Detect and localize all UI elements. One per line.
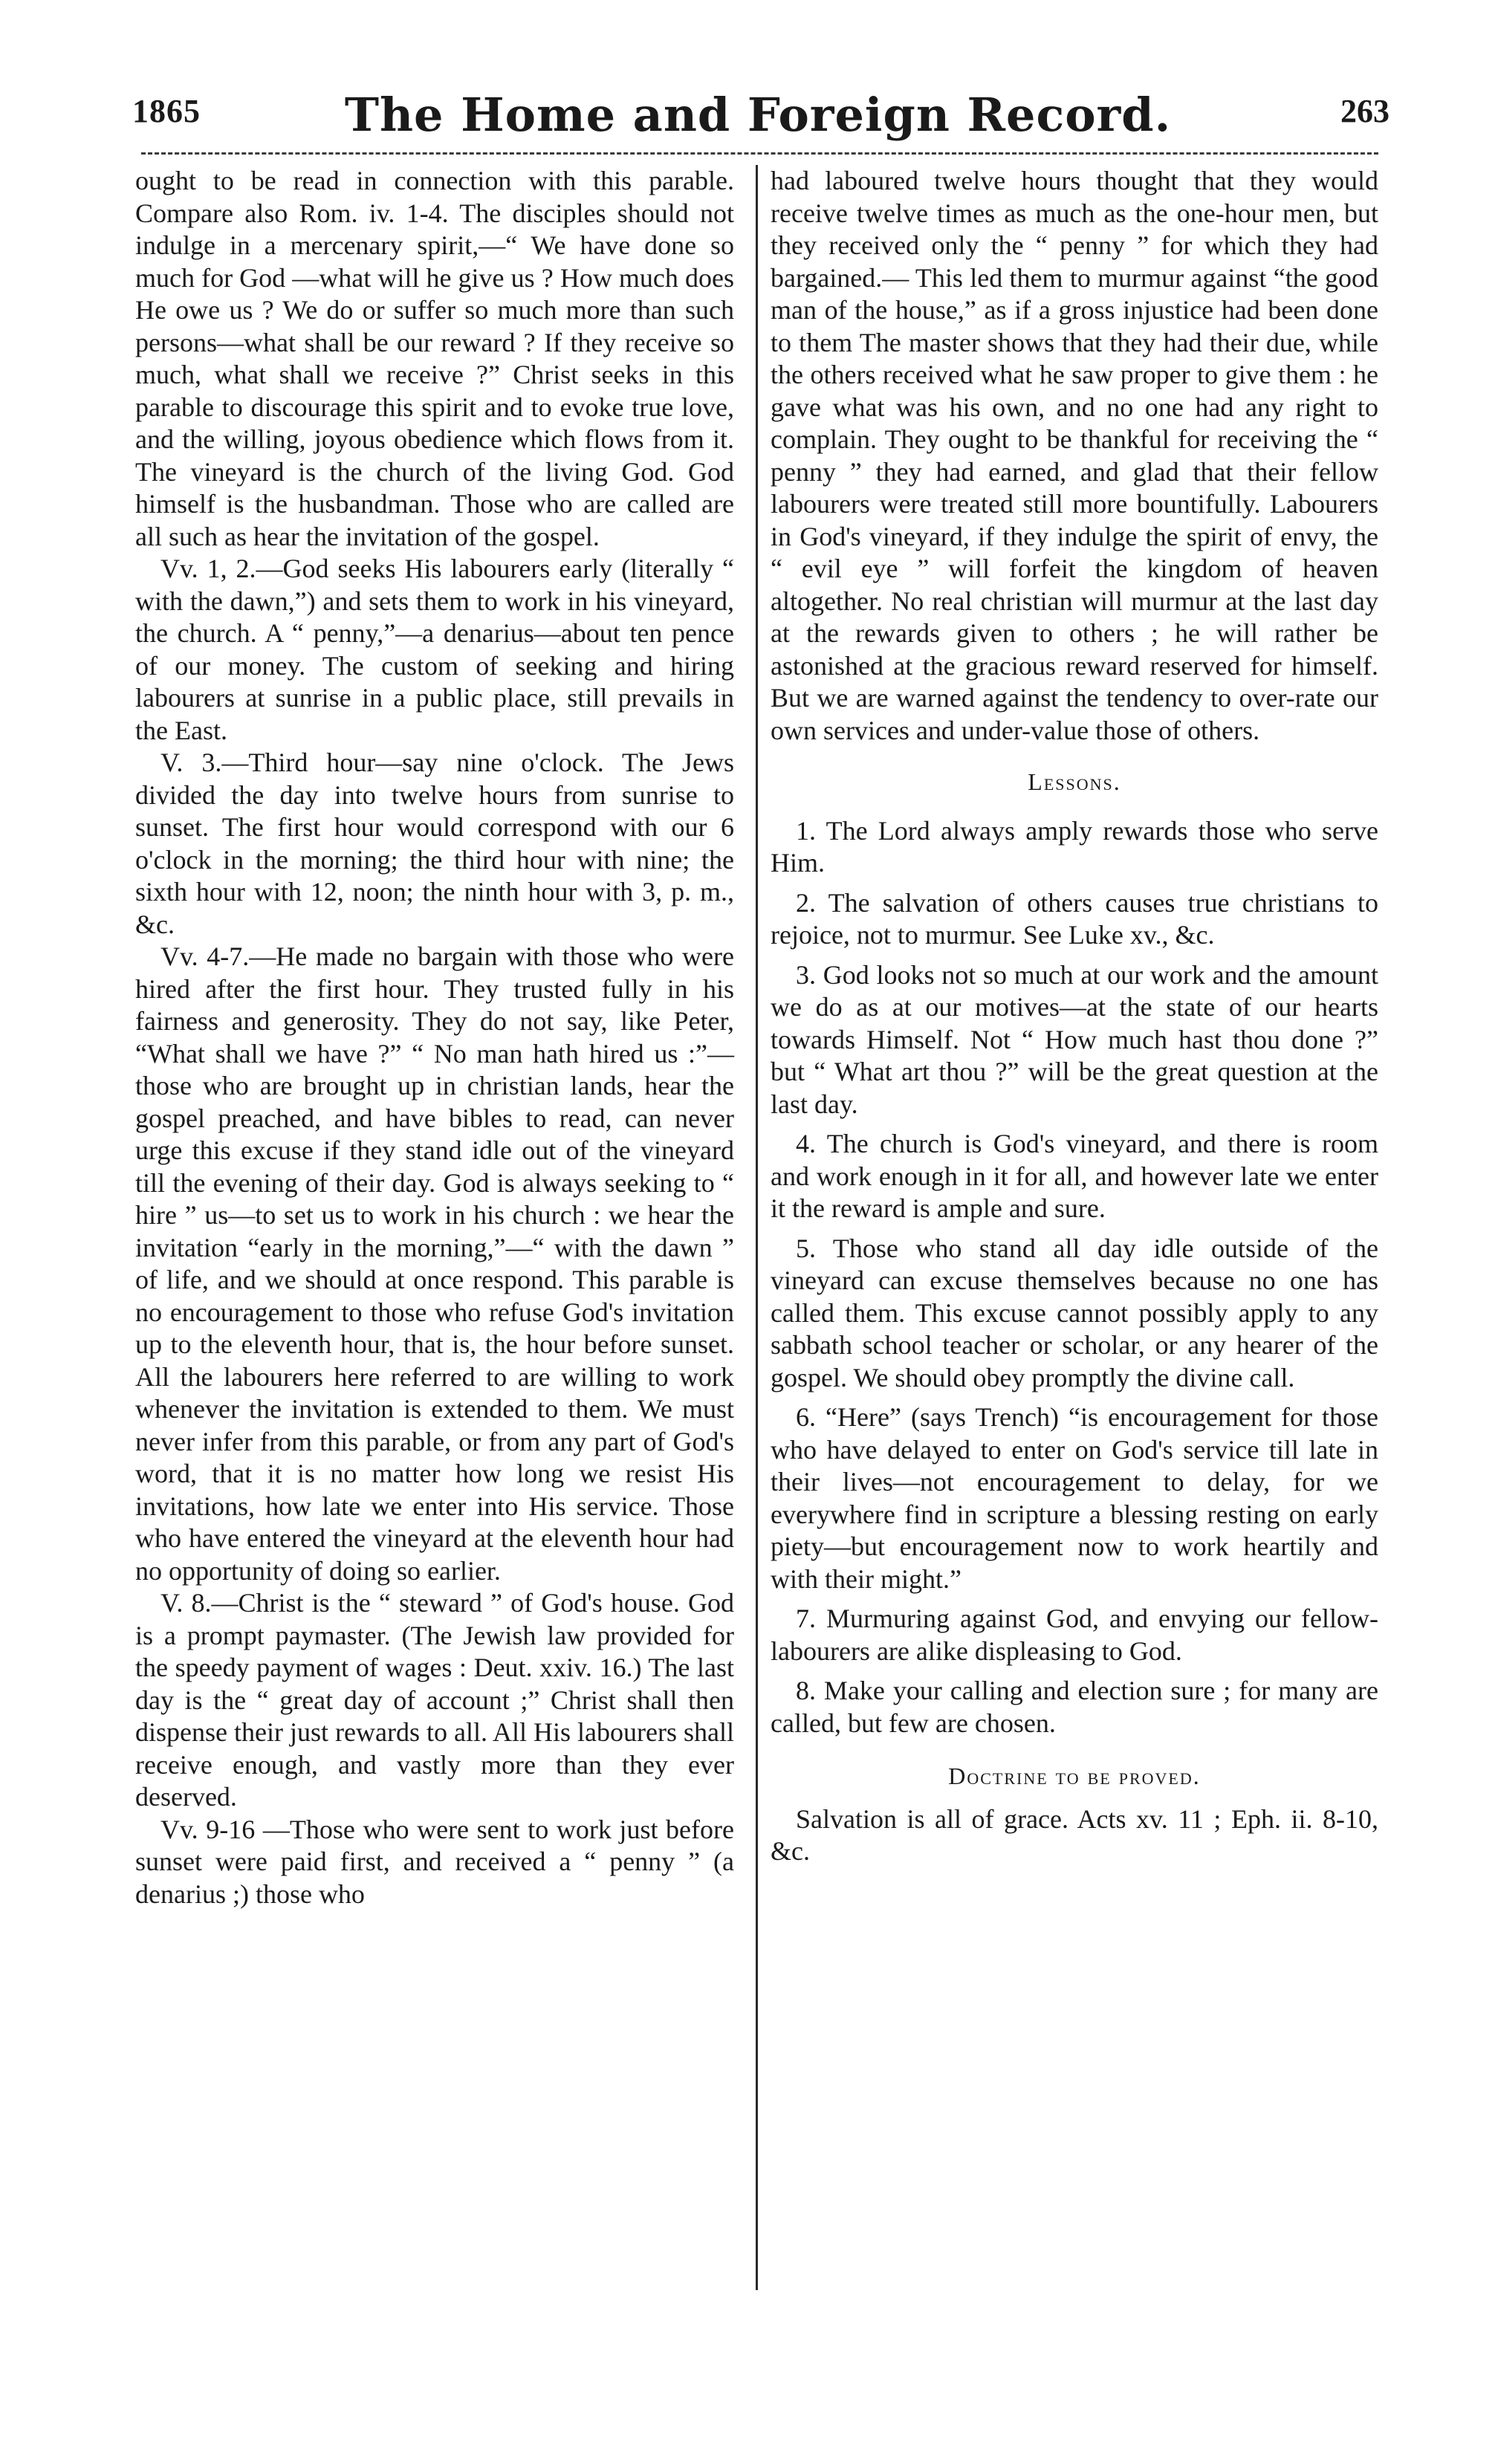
lesson-item: 1. The Lord always amply rewards those who serve Him.	[771, 815, 1378, 878]
header-year: 1865	[132, 93, 201, 129]
header-rule	[141, 152, 1378, 155]
left-paragraph: Vv. 9-16 —Those who were sent to work just before sunset were paid first, and received a “ penny ” (a denarius ;) those who	[135, 1814, 734, 1909]
left-paragraph: ought to be read in connection with this parable. Compare also Rom. iv. 1-4. The disciples should not indulge in a mercenary spirit,—“ We have done so much for God —what will he give us ? How much does He owe us ? We do or suffer so much more than such persons—what shall be our reward ? If they receive so much, what shall we receive ?” Christ seeks in this parable to discourage this spirit and to evoke true love, and the willing, joyous obedience which flows from it. The vineyard is the church of the living God. God himself is the husbandman. Those who are called are all such as hear the invitation of the gospel.	[135, 166, 734, 551]
lesson-item: 5. Those who stand all day idle outside of the vineyard can excuse themselves because no one has called them. This excuse cannot possibly apply to any sabbath school teacher or scholar, or any hearer of the gospel. We should obey promptly the divine call.	[771, 1233, 1378, 1393]
left-paragraph: V. 3.—Third hour—say nine o'clock. The Jews divided the day into twelve hours from sunrise to sunset. The first hour would correspond with our 6 o'clock in the morning; the third hour with nine; the sixth hour with 12, noon; the ninth hour with 3, p. m., &c.	[135, 748, 734, 939]
right-paragraph: had laboured twelve hours thought that they would receive twelve times as much as the one-hour men, but they received only the “ penny ” for which they had bargained.— This led them to murmur against “the good man of the house,” as if a gross injustice had been done to them The master shows that they had their due, while the others received what he saw proper to give them : he gave what was his own, and no one had any right to complain. They ought to be thankful for receiving the “ penny ” they had earned, and glad that their fellow labourers were treated still more bountifully. Labourers in God's vineyard, if they indulge the spirit of envy, the “ evil eye ” will forfeit the kingdom of heaven altogether. No real christian will murmur at the last day at the rewards given to others ; he will rather be astonished at the gracious reward reserved for himself. But we are warned against the tendency to over-rate our own services and under-value those of others.	[771, 166, 1378, 745]
right-column	[771, 165, 1378, 1868]
lesson-item: 7. Murmuring against God, and envying our fellow-labourers are alike displeasing to God.	[771, 1604, 1378, 1666]
left-column	[135, 165, 734, 1910]
doctrine-text: Salvation is all of grace. Acts xv. 11 ; Eph. ii. 8-10, &c.	[771, 1803, 1378, 1866]
left-paragraph: Vv. 1, 2.—God seeks His labourers early (literally “ with the dawn,”) and sets them to work in his vineyard, the church. A “ penny,”—a denarius—about ten pence of our money. The custom of seeking and hiring labourers at sunrise in a public place, still prevails in the East.	[135, 554, 734, 745]
lesson-item: 8. Make your calling and election sure ; for many are called, but few are chosen.	[771, 1676, 1378, 1738]
doctrine-heading: Doctrine to be proved.	[948, 1763, 1201, 1789]
column-divider	[756, 165, 758, 2290]
lesson-item: 4. The church is God's vineyard, and there is room and work enough in it for all, and however late we enter it the reward is ample and sure.	[771, 1129, 1378, 1223]
lesson-item: 6. “Here” (says Trench) “is encouragement for those who have delayed to enter on God's service till late in their lives—not encouragement to delay, for we everywhere find in scripture a blessing resting on early piety—but encouragement now to work heartily and with their might.”	[771, 1402, 1378, 1594]
header-page-number: 263	[1340, 93, 1389, 129]
lesson-item: 3. God looks not so much at our work and the amount we do as at our motives—at the state of our hearts towards Himself. Not “ How much hast thou done ?” but “ What art thou ?” will be the great question at the last day.	[771, 959, 1378, 1119]
header-title: The Home and Foreign Record.	[344, 88, 1172, 142]
lessons-heading: Lessons.	[1028, 768, 1121, 795]
lesson-item: 2. The salvation of others causes true christians to rejoice, not to murmur. See Luke xv., &c.	[771, 887, 1378, 950]
left-paragraph: V. 8.—Christ is the “ steward ” of God's house. God is a prompt paymaster. (The Jewish law provided for the speedy payment of wages : Deut. xxiv. 16.) The last day is the “ great day of account ;” Christ shall then dispense their just rewards to all. All His labourers shall receive enough, and vastly more than they ever deserved.	[135, 1588, 734, 1812]
page-header	[126, 88, 1389, 147]
left-paragraph: Vv. 4-7.—He made no bargain with those who were hired after the first hour. They trusted fully in his fairness and generosity. They do not say, like Peter, “What shall we have ?” “ No man hath hired us :”—those who are brought up in christian lands, hear the gospel preached, and have bibles to read, can never urge this excuse if they stand idle out of the vineyard till the evening of their day. God is always seeking to “ hire ” us—to set us to work in his church : we hear the invitation “early in the morning,”—“ with the dawn ” of life, and we should at once respond. This parable is no encouragement to those who refuse God's invitation up to the eleventh hour, that is, the hour before sunset. All the labourers here referred to are willing to work whenever the invitation is extended to them. We must never infer from this parable, or from any part of God's word, that it is no matter how long we resist His invitations, how late we enter into His service. Those who have entered the vineyard at the eleventh hour had no opportunity of doing so earlier.	[135, 941, 734, 1586]
